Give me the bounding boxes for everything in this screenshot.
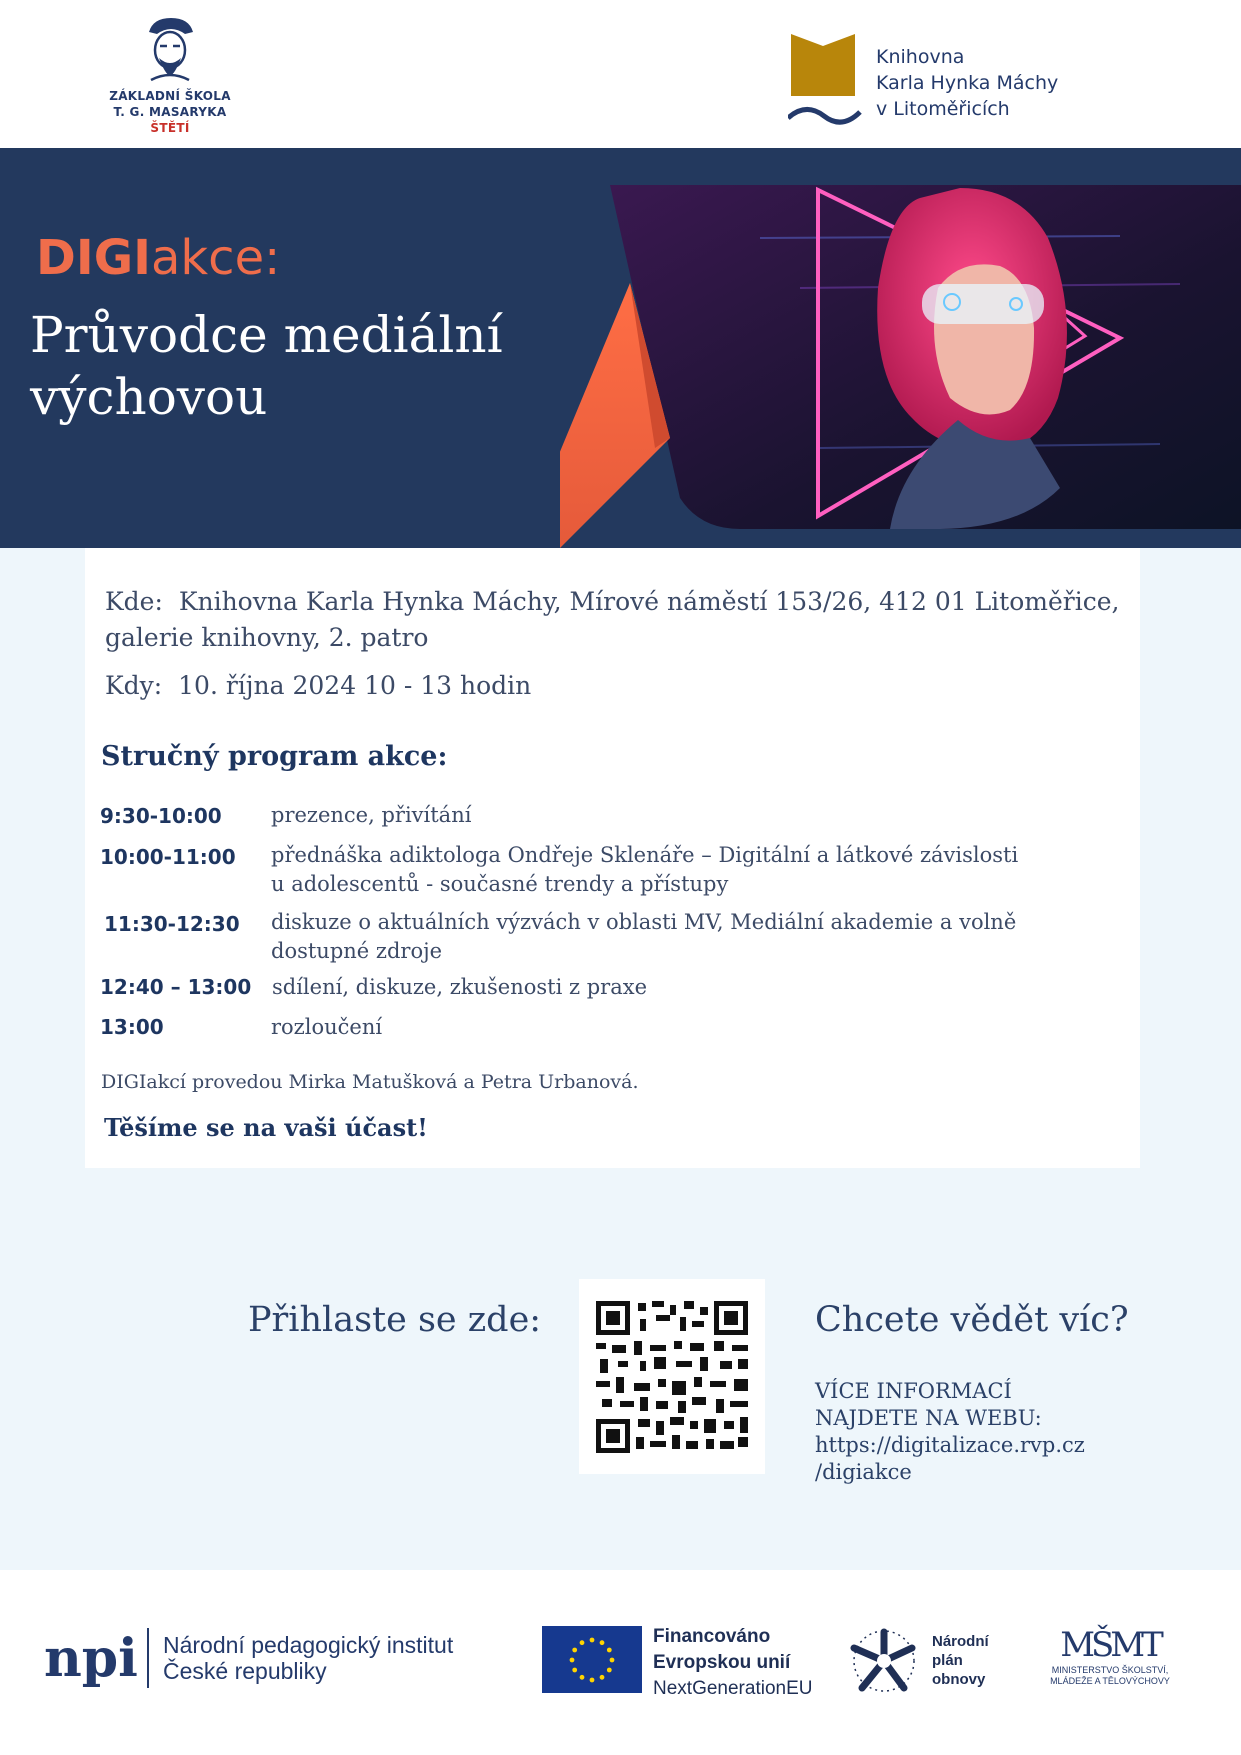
- when-label: Kdy:: [105, 671, 163, 700]
- qr-code-icon: [579, 1279, 765, 1474]
- msmt-line1: MINISTERSTVO ŠKOLSTVÍ,: [1051, 1665, 1169, 1675]
- library-book-icon: [788, 32, 868, 136]
- npo-line3: obnovy: [932, 1671, 986, 1688]
- where-value: Knihovna Karla Hynka Máchy, Mírové náměstí 153/26, 412 01 Litoměřice,: [178, 587, 1120, 616]
- eu-line3: NextGenerationEU: [653, 1678, 813, 1699]
- register-label: Přihlaste se zde:: [248, 1300, 542, 1340]
- more-info-line1: VÍCE INFORMACÍ: [815, 1379, 1012, 1403]
- msmt-logo: [1030, 1625, 1190, 1687]
- program-time-4: 12:40 – 13:00: [100, 975, 252, 999]
- program-desc-3: diskuze o aktuálních výzvách v oblasti MV, Mediální akademie a volně dostupné zdroje: [271, 910, 1017, 963]
- hero-title-strong: DIGI: [36, 230, 151, 286]
- program-time-5: 13:00: [100, 1015, 164, 1039]
- hero-subtitle: Průvodce mediální výchovou: [30, 306, 503, 426]
- npi-logo: npi: [44, 1628, 138, 1689]
- program-desc-1: prezence, přivítání: [271, 803, 472, 827]
- eu-flag-icon: [542, 1626, 642, 1693]
- eu-funding-text: [653, 1624, 812, 1702]
- where-label: Kde:: [105, 587, 163, 616]
- when-value: 10. října 2024 10 - 13 hodin: [178, 671, 532, 700]
- school-name-line1: ZÁKLADNÍ ŠKOLA: [109, 89, 231, 103]
- program-desc-2: přednáška adiktologa Ondřeje Sklenáře – Digitální a látkové závislosti u adolescentů - současné trendy a přístupy: [271, 843, 1019, 896]
- header-bar: [0, 0, 1241, 148]
- npi-name-line1: Národní pedagogický institut: [163, 1632, 454, 1658]
- hero-banner: [0, 148, 1241, 548]
- npo-line2: plán: [932, 1652, 963, 1669]
- npo-line1: Národní: [932, 1633, 989, 1650]
- more-info-line2: NAJDETE NA WEBU:: [815, 1406, 1042, 1430]
- hero-title-rest: akce:: [150, 230, 281, 286]
- event-details-card: [85, 548, 1140, 1168]
- msmt-line2: MLÁDEŽE A TĚLOVÝCHOVY: [1050, 1676, 1170, 1686]
- where-line: [105, 584, 1119, 620]
- school-city: ŠTĚTÍ: [150, 121, 190, 135]
- eu-line2: Evropskou unií: [653, 1652, 791, 1673]
- program-heading: Stručný program akce:: [101, 741, 448, 772]
- more-info-heading: Chcete vědět víc?: [815, 1300, 1129, 1340]
- eu-line1: Financováno: [653, 1626, 771, 1647]
- partner-logos-footer: [0, 1570, 1241, 1755]
- library-name-line3: v Litoměřicích: [876, 98, 1010, 120]
- school-logo: [95, 12, 245, 136]
- registration-qr-code[interactable]: [579, 1279, 765, 1474]
- hero-title: [36, 230, 280, 286]
- library-name-line1: Knihovna: [876, 46, 965, 68]
- npi-divider: [147, 1628, 149, 1688]
- msmt-monogram: MŠMT: [1060, 1625, 1160, 1665]
- more-info-url[interactable]: https://digitalizace.rvp.cz: [815, 1433, 1085, 1457]
- program-time-3: 11:30-12:30: [104, 912, 240, 936]
- school-name-line2: T. G. MASARYKA: [113, 105, 227, 119]
- program-time-2: 10:00-11:00: [100, 845, 236, 869]
- more-info-text: [815, 1378, 1145, 1486]
- npi-name-line2: České republiky: [163, 1658, 327, 1684]
- npi-name: [163, 1632, 453, 1684]
- library-name-line2: Karla Hynka Máchy: [876, 72, 1059, 94]
- hero-illustration: [560, 148, 1241, 548]
- program-time-1: 9:30-10:00: [100, 804, 222, 828]
- npo-star-icon: [842, 1626, 926, 1696]
- library-logo: [788, 32, 1088, 142]
- npo-name: [932, 1632, 989, 1689]
- presenters-note: DIGIakcí provedou Mirka Matušková a Petra Urbanová.: [101, 1071, 639, 1093]
- thanks-message: Těšíme se na vaši účast!: [104, 1113, 428, 1142]
- when-line: [105, 668, 531, 704]
- more-info-url-path[interactable]: /digiakce: [815, 1460, 912, 1484]
- program-desc-4: sdílení, diskuze, zkušenosti z praxe: [272, 975, 648, 999]
- where-value-2: galerie knihovny, 2. patro: [105, 623, 429, 652]
- program-desc-5: rozloučení: [271, 1015, 383, 1039]
- masaryk-portrait-icon: [135, 12, 205, 84]
